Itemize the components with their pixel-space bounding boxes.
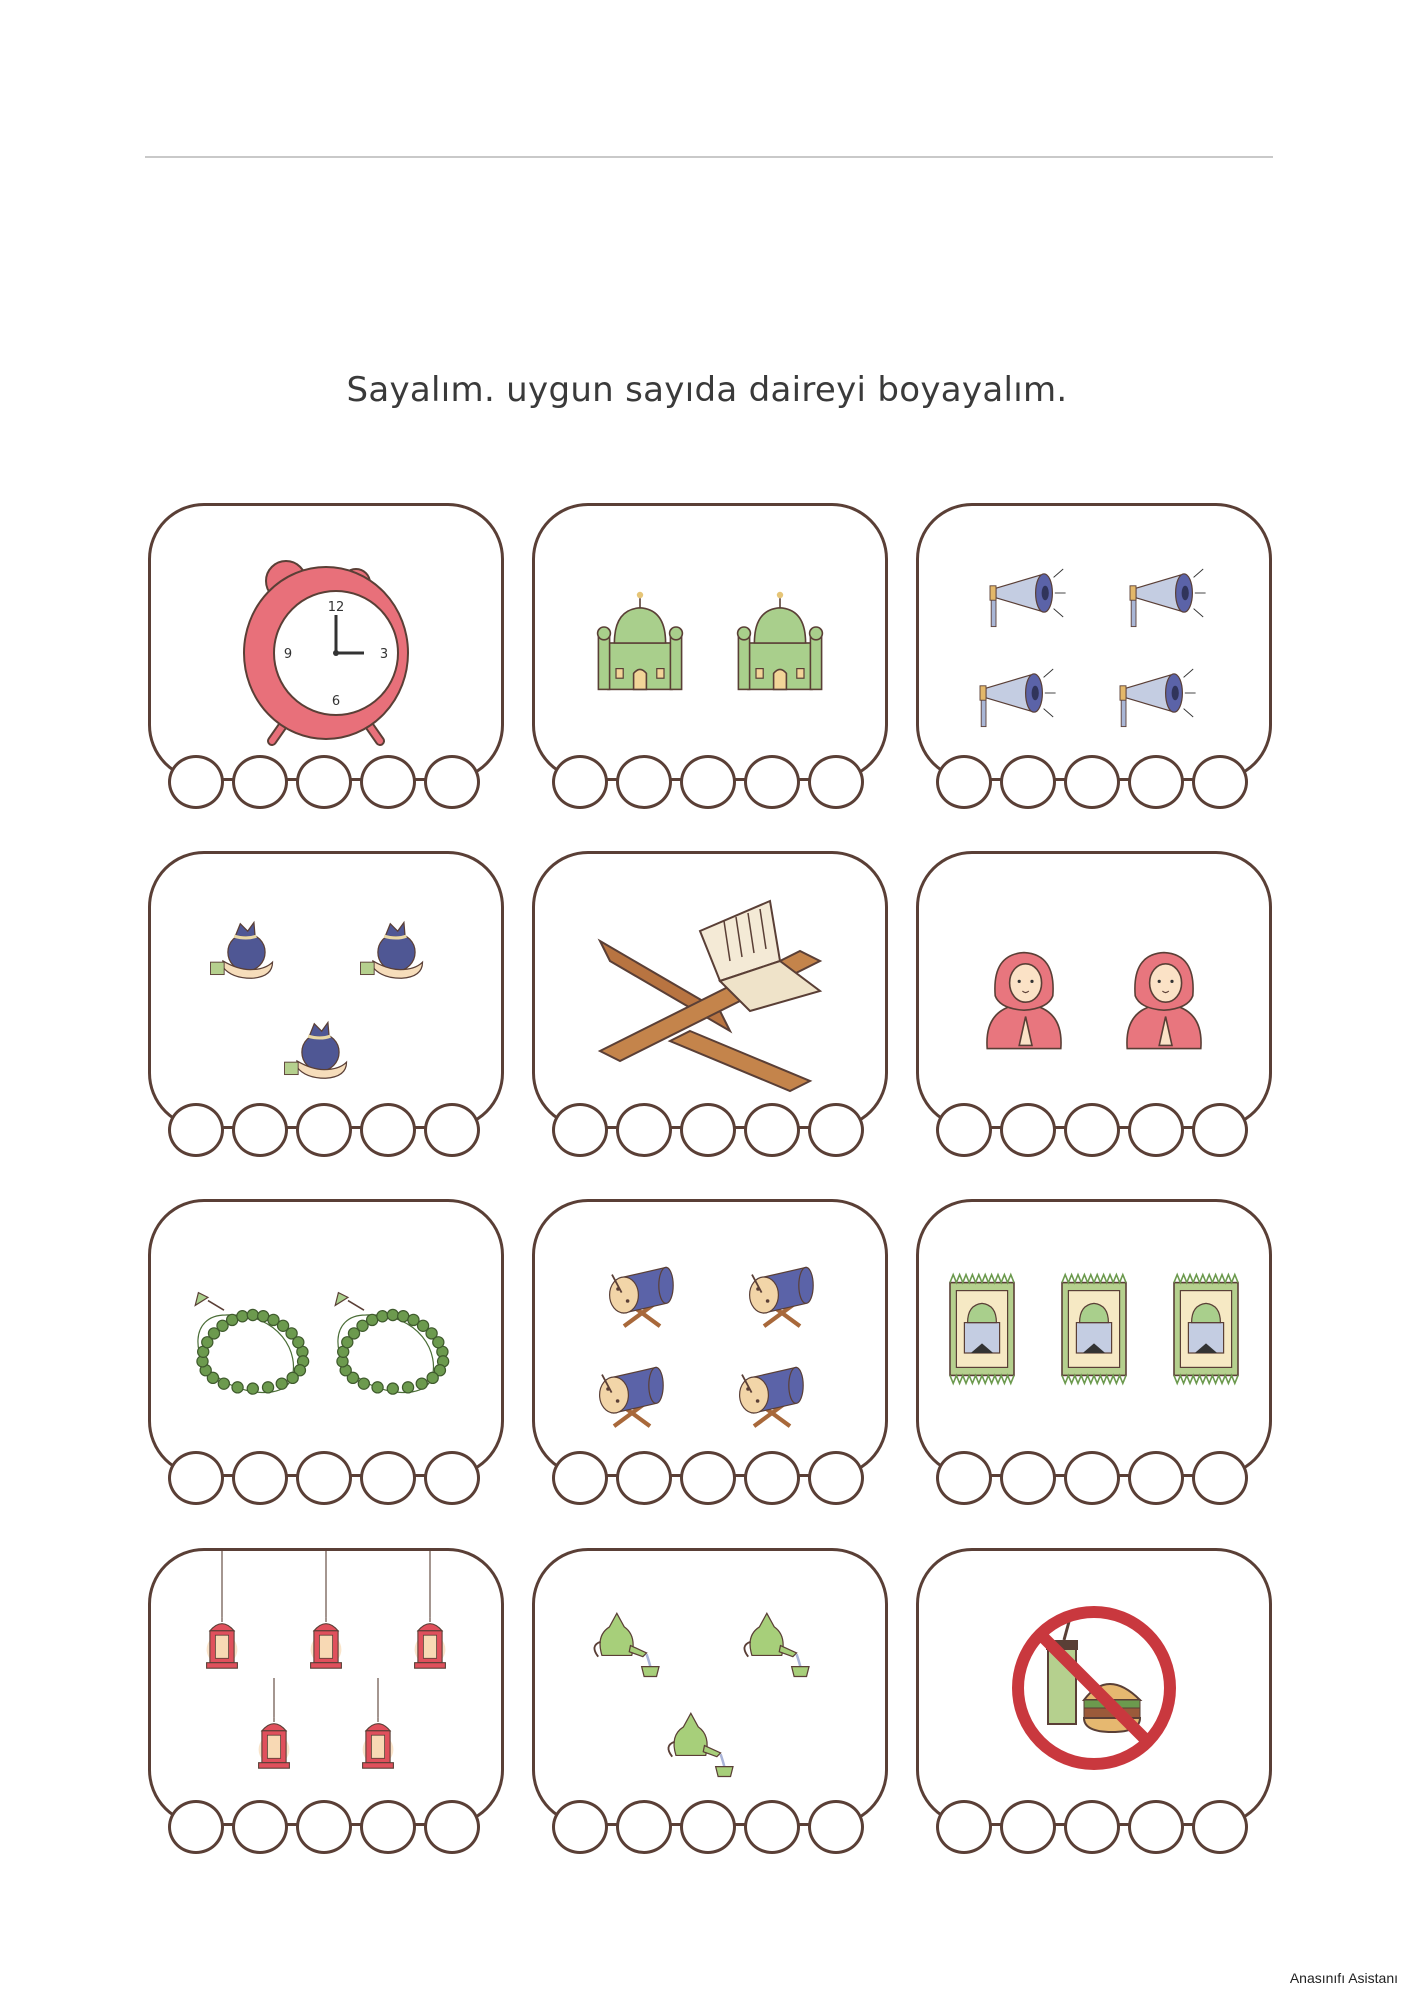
teapot-pouring-icon xyxy=(594,1613,659,1676)
answer-circle[interactable] xyxy=(424,1451,480,1505)
answer-circle[interactable] xyxy=(936,1103,992,1157)
answer-circles xyxy=(552,1103,872,1159)
money-bag-in-hand-icon xyxy=(285,1022,347,1078)
hanging-lantern-icon xyxy=(207,1548,238,1668)
ramadan-drum-icon xyxy=(740,1367,804,1426)
answer-circle[interactable] xyxy=(296,1451,352,1505)
prayer-beads-icon xyxy=(335,1293,449,1395)
answer-circles xyxy=(936,755,1256,811)
mosque-icon xyxy=(738,592,823,690)
megaphone-group xyxy=(916,503,1272,781)
counting-card-megaphone xyxy=(916,503,1272,815)
answer-circle[interactable] xyxy=(296,1103,352,1157)
mosque-icon xyxy=(598,592,683,690)
hanging-lantern-icon xyxy=(311,1548,342,1668)
hanging-lantern-icon xyxy=(415,1548,446,1668)
answer-circle[interactable] xyxy=(232,755,288,809)
answer-circles xyxy=(552,1451,872,1507)
quran-on-rahle-icon xyxy=(600,901,820,1091)
prayer-rug-icon xyxy=(1062,1275,1126,1384)
answer-circle[interactable] xyxy=(1064,755,1120,809)
prayer-beads-icon xyxy=(195,1293,309,1395)
answer-circles xyxy=(936,1800,1256,1856)
answer-circle[interactable] xyxy=(1064,1800,1120,1854)
answer-circle[interactable] xyxy=(680,755,736,809)
prayer-rug-group xyxy=(916,1199,1272,1477)
answer-circle[interactable] xyxy=(552,755,608,809)
counting-card-quran-on-rahle xyxy=(532,851,888,1163)
answer-circle[interactable] xyxy=(744,1451,800,1505)
answer-circles xyxy=(168,1451,488,1507)
answer-circle[interactable] xyxy=(552,1451,608,1505)
answer-circle[interactable] xyxy=(360,1103,416,1157)
answer-circle[interactable] xyxy=(168,1800,224,1854)
answer-circle[interactable] xyxy=(296,1800,352,1854)
hanging-lantern-group xyxy=(148,1548,504,1826)
answer-circles xyxy=(936,1451,1256,1507)
alarm-clock-group xyxy=(148,503,504,781)
counting-card-prayer-rug xyxy=(916,1199,1272,1511)
answer-circle[interactable] xyxy=(616,1800,672,1854)
answer-circle[interactable] xyxy=(168,1451,224,1505)
answer-circle[interactable] xyxy=(808,755,864,809)
answer-circle[interactable] xyxy=(360,755,416,809)
prayer-rug-icon xyxy=(1174,1275,1238,1384)
footer-brand: Anasınıfı Asistanı xyxy=(1289,1970,1398,1986)
counting-card-no-food-sign xyxy=(916,1548,1272,1860)
answer-circle[interactable] xyxy=(1000,1800,1056,1854)
teapot-pouring-icon xyxy=(744,1613,809,1676)
answer-circle[interactable] xyxy=(808,1800,864,1854)
answer-circle[interactable] xyxy=(232,1800,288,1854)
teapot-pouring-icon xyxy=(668,1713,733,1776)
mosque-group xyxy=(532,503,888,781)
answer-circle[interactable] xyxy=(1192,1451,1248,1505)
answer-circle[interactable] xyxy=(1128,1451,1184,1505)
quran-on-rahle-group xyxy=(532,851,888,1129)
answer-circle[interactable] xyxy=(360,1800,416,1854)
answer-circle[interactable] xyxy=(232,1451,288,1505)
answer-circle[interactable] xyxy=(1128,1103,1184,1157)
answer-circle[interactable] xyxy=(744,1103,800,1157)
no-food-sign-icon xyxy=(1018,1612,1170,1764)
answer-circle[interactable] xyxy=(1000,755,1056,809)
answer-circle[interactable] xyxy=(424,755,480,809)
answer-circle[interactable] xyxy=(1064,1451,1120,1505)
answer-circle[interactable] xyxy=(232,1103,288,1157)
answer-circle[interactable] xyxy=(680,1800,736,1854)
answer-circle[interactable] xyxy=(680,1451,736,1505)
counting-card-alarm-clock xyxy=(148,503,504,815)
answer-circle[interactable] xyxy=(808,1451,864,1505)
hanging-lantern-icon xyxy=(363,1678,394,1768)
megaphone-icon xyxy=(1130,569,1206,627)
answer-circle[interactable] xyxy=(936,1451,992,1505)
answer-circles xyxy=(168,1800,488,1856)
answer-circles xyxy=(552,1800,872,1856)
ramadan-drum-icon xyxy=(600,1367,664,1426)
megaphone-icon xyxy=(980,669,1056,727)
answer-circle[interactable] xyxy=(552,1800,608,1854)
answer-circles xyxy=(168,1103,488,1159)
answer-circle[interactable] xyxy=(1192,1103,1248,1157)
praying-girl-group xyxy=(916,851,1272,1129)
answer-circle[interactable] xyxy=(616,1103,672,1157)
answer-circle[interactable] xyxy=(360,1451,416,1505)
counting-card-hanging-lantern xyxy=(148,1548,504,1860)
ramadan-drum-icon xyxy=(750,1267,814,1326)
answer-circles xyxy=(168,755,488,811)
teapot-pouring-group xyxy=(532,1548,888,1826)
answer-circle[interactable] xyxy=(1000,1103,1056,1157)
answer-circles xyxy=(936,1103,1256,1159)
answer-circle[interactable] xyxy=(616,755,672,809)
prayer-rug-icon xyxy=(950,1275,1014,1384)
answer-circle[interactable] xyxy=(168,1103,224,1157)
answer-circle[interactable] xyxy=(1128,755,1184,809)
counting-card-mosque xyxy=(532,503,888,815)
answer-circle[interactable] xyxy=(744,755,800,809)
praying-girl-icon xyxy=(987,953,1061,1049)
answer-circle[interactable] xyxy=(616,1451,672,1505)
megaphone-icon xyxy=(990,569,1066,627)
prayer-beads-group xyxy=(148,1199,504,1477)
answer-circles xyxy=(552,755,872,811)
ramadan-drum-group xyxy=(532,1199,888,1477)
answer-circle[interactable] xyxy=(936,1800,992,1854)
answer-circle[interactable] xyxy=(1192,755,1248,809)
answer-circle[interactable] xyxy=(744,1800,800,1854)
answer-circle[interactable] xyxy=(808,1103,864,1157)
answer-circle[interactable] xyxy=(424,1103,480,1157)
answer-circle[interactable] xyxy=(168,755,224,809)
answer-circle[interactable] xyxy=(296,755,352,809)
answer-circle[interactable] xyxy=(1000,1451,1056,1505)
ramadan-drum-icon xyxy=(610,1267,674,1326)
counting-card-teapot-pouring xyxy=(532,1548,888,1860)
praying-girl-icon xyxy=(1127,953,1201,1049)
money-bag-in-hand-icon xyxy=(211,922,273,978)
counting-card-praying-girl xyxy=(916,851,1272,1163)
alarm-clock-icon xyxy=(244,561,408,741)
hanging-lantern-icon xyxy=(259,1678,290,1768)
answer-circle[interactable] xyxy=(1192,1800,1248,1854)
answer-circle[interactable] xyxy=(424,1800,480,1854)
answer-circle[interactable] xyxy=(680,1103,736,1157)
counting-card-money-bag-in-hand xyxy=(148,851,504,1163)
answer-circle[interactable] xyxy=(552,1103,608,1157)
megaphone-icon xyxy=(1120,669,1196,727)
counting-card-ramadan-drum xyxy=(532,1199,888,1511)
answer-circle[interactable] xyxy=(1064,1103,1120,1157)
answer-circle[interactable] xyxy=(1128,1800,1184,1854)
instruction-text: Sayalım. uygun sayıda daireyi boyayalım. xyxy=(346,370,1068,410)
answer-circle[interactable] xyxy=(936,755,992,809)
counting-card-prayer-beads xyxy=(148,1199,504,1511)
money-bag-in-hand-icon xyxy=(361,922,423,978)
money-bag-in-hand-group xyxy=(148,851,504,1129)
no-food-sign-group xyxy=(916,1548,1272,1826)
